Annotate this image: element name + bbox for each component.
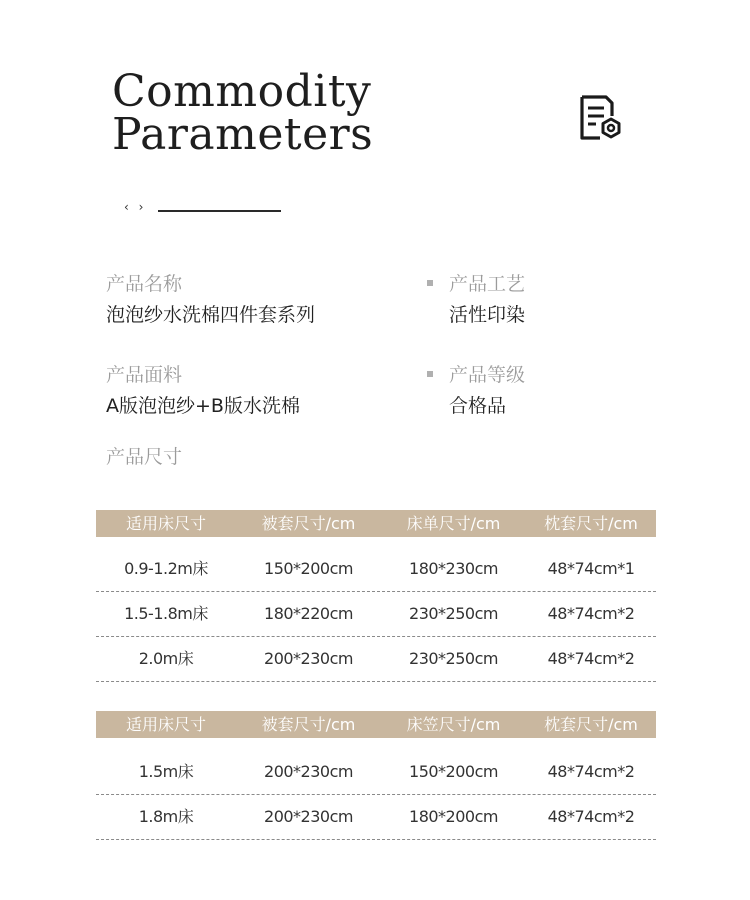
- table-cell: 180*200cm: [409, 807, 498, 826]
- table-cell: 180*230cm: [409, 559, 498, 578]
- field-value: 合格品: [449, 395, 507, 417]
- table-cell: 48*74cm*1: [547, 559, 635, 578]
- table-cell: 150*200cm: [409, 762, 498, 781]
- field-label: 产品工艺: [449, 273, 526, 295]
- document-gear-icon: [576, 94, 626, 144]
- title-line-2: Parameters: [112, 109, 374, 160]
- size-table-fitted: [96, 711, 656, 840]
- column-header: 被套尺寸/cm: [261, 514, 356, 533]
- table-cell: 1.8m床: [138, 807, 194, 826]
- table-cell: 200*230cm: [264, 649, 353, 668]
- field-product-size: [106, 444, 182, 470]
- table-row: [96, 547, 656, 592]
- header-spacer: [96, 738, 656, 750]
- table-cell: 2.0m床: [138, 649, 194, 668]
- table-cell: 0.9-1.2m床: [124, 559, 208, 578]
- table-cell: 48*74cm*2: [547, 604, 635, 623]
- table-cell: 230*250cm: [409, 649, 498, 668]
- field-label: 产品名称: [106, 273, 183, 295]
- table-cell: 48*74cm*2: [547, 807, 635, 826]
- field-value: 活性印染: [449, 304, 526, 326]
- column-header: 床笠尺寸/cm: [406, 715, 501, 734]
- pager-divider: [158, 210, 281, 212]
- field-product-grade: [449, 362, 525, 419]
- field-value: A版泡泡纱+B版水洗棉: [106, 395, 300, 417]
- header-spacer: [96, 537, 656, 547]
- column-header: 床单尺寸/cm: [406, 514, 501, 533]
- bullet-square: [427, 371, 433, 377]
- column-header: 枕套尺寸/cm: [544, 514, 638, 533]
- page-title: [112, 66, 374, 160]
- field-label: 产品尺寸: [106, 446, 183, 468]
- field-product-craft: [449, 271, 525, 328]
- field-product-name: [106, 271, 315, 328]
- title-line-1: Commodity: [112, 66, 372, 117]
- table-header: [96, 510, 656, 537]
- table-row: [96, 592, 656, 637]
- table-row: [96, 795, 656, 840]
- table-header: [96, 711, 656, 738]
- table-cell: 230*250cm: [409, 604, 498, 623]
- table-cell: 180*220cm: [264, 604, 353, 623]
- table-cell: 1.5m床: [138, 762, 194, 781]
- field-value: 泡泡纱水洗棉四件套系列: [106, 304, 316, 326]
- column-header: 适用床尺寸: [125, 514, 206, 533]
- column-header: 枕套尺寸/cm: [544, 715, 638, 734]
- table-cell: 1.5-1.8m床: [124, 604, 208, 623]
- carousel-arrows[interactable]: ‹ ›: [124, 200, 147, 214]
- size-table-sheet: [96, 510, 656, 682]
- table-row: [96, 637, 656, 682]
- column-header: 适用床尺寸: [125, 715, 206, 734]
- table-row: [96, 750, 656, 795]
- table-cell: 150*200cm: [264, 559, 353, 578]
- field-label: 产品面料: [106, 364, 183, 386]
- table-cell: 48*74cm*2: [547, 762, 635, 781]
- field-label: 产品等级: [449, 364, 526, 386]
- column-header: 被套尺寸/cm: [261, 715, 356, 734]
- table-cell: 48*74cm*2: [547, 649, 635, 668]
- table-cell: 200*230cm: [264, 762, 353, 781]
- field-product-fabric: [106, 362, 300, 419]
- bullet-square: [427, 280, 433, 286]
- table-cell: 200*230cm: [264, 807, 353, 826]
